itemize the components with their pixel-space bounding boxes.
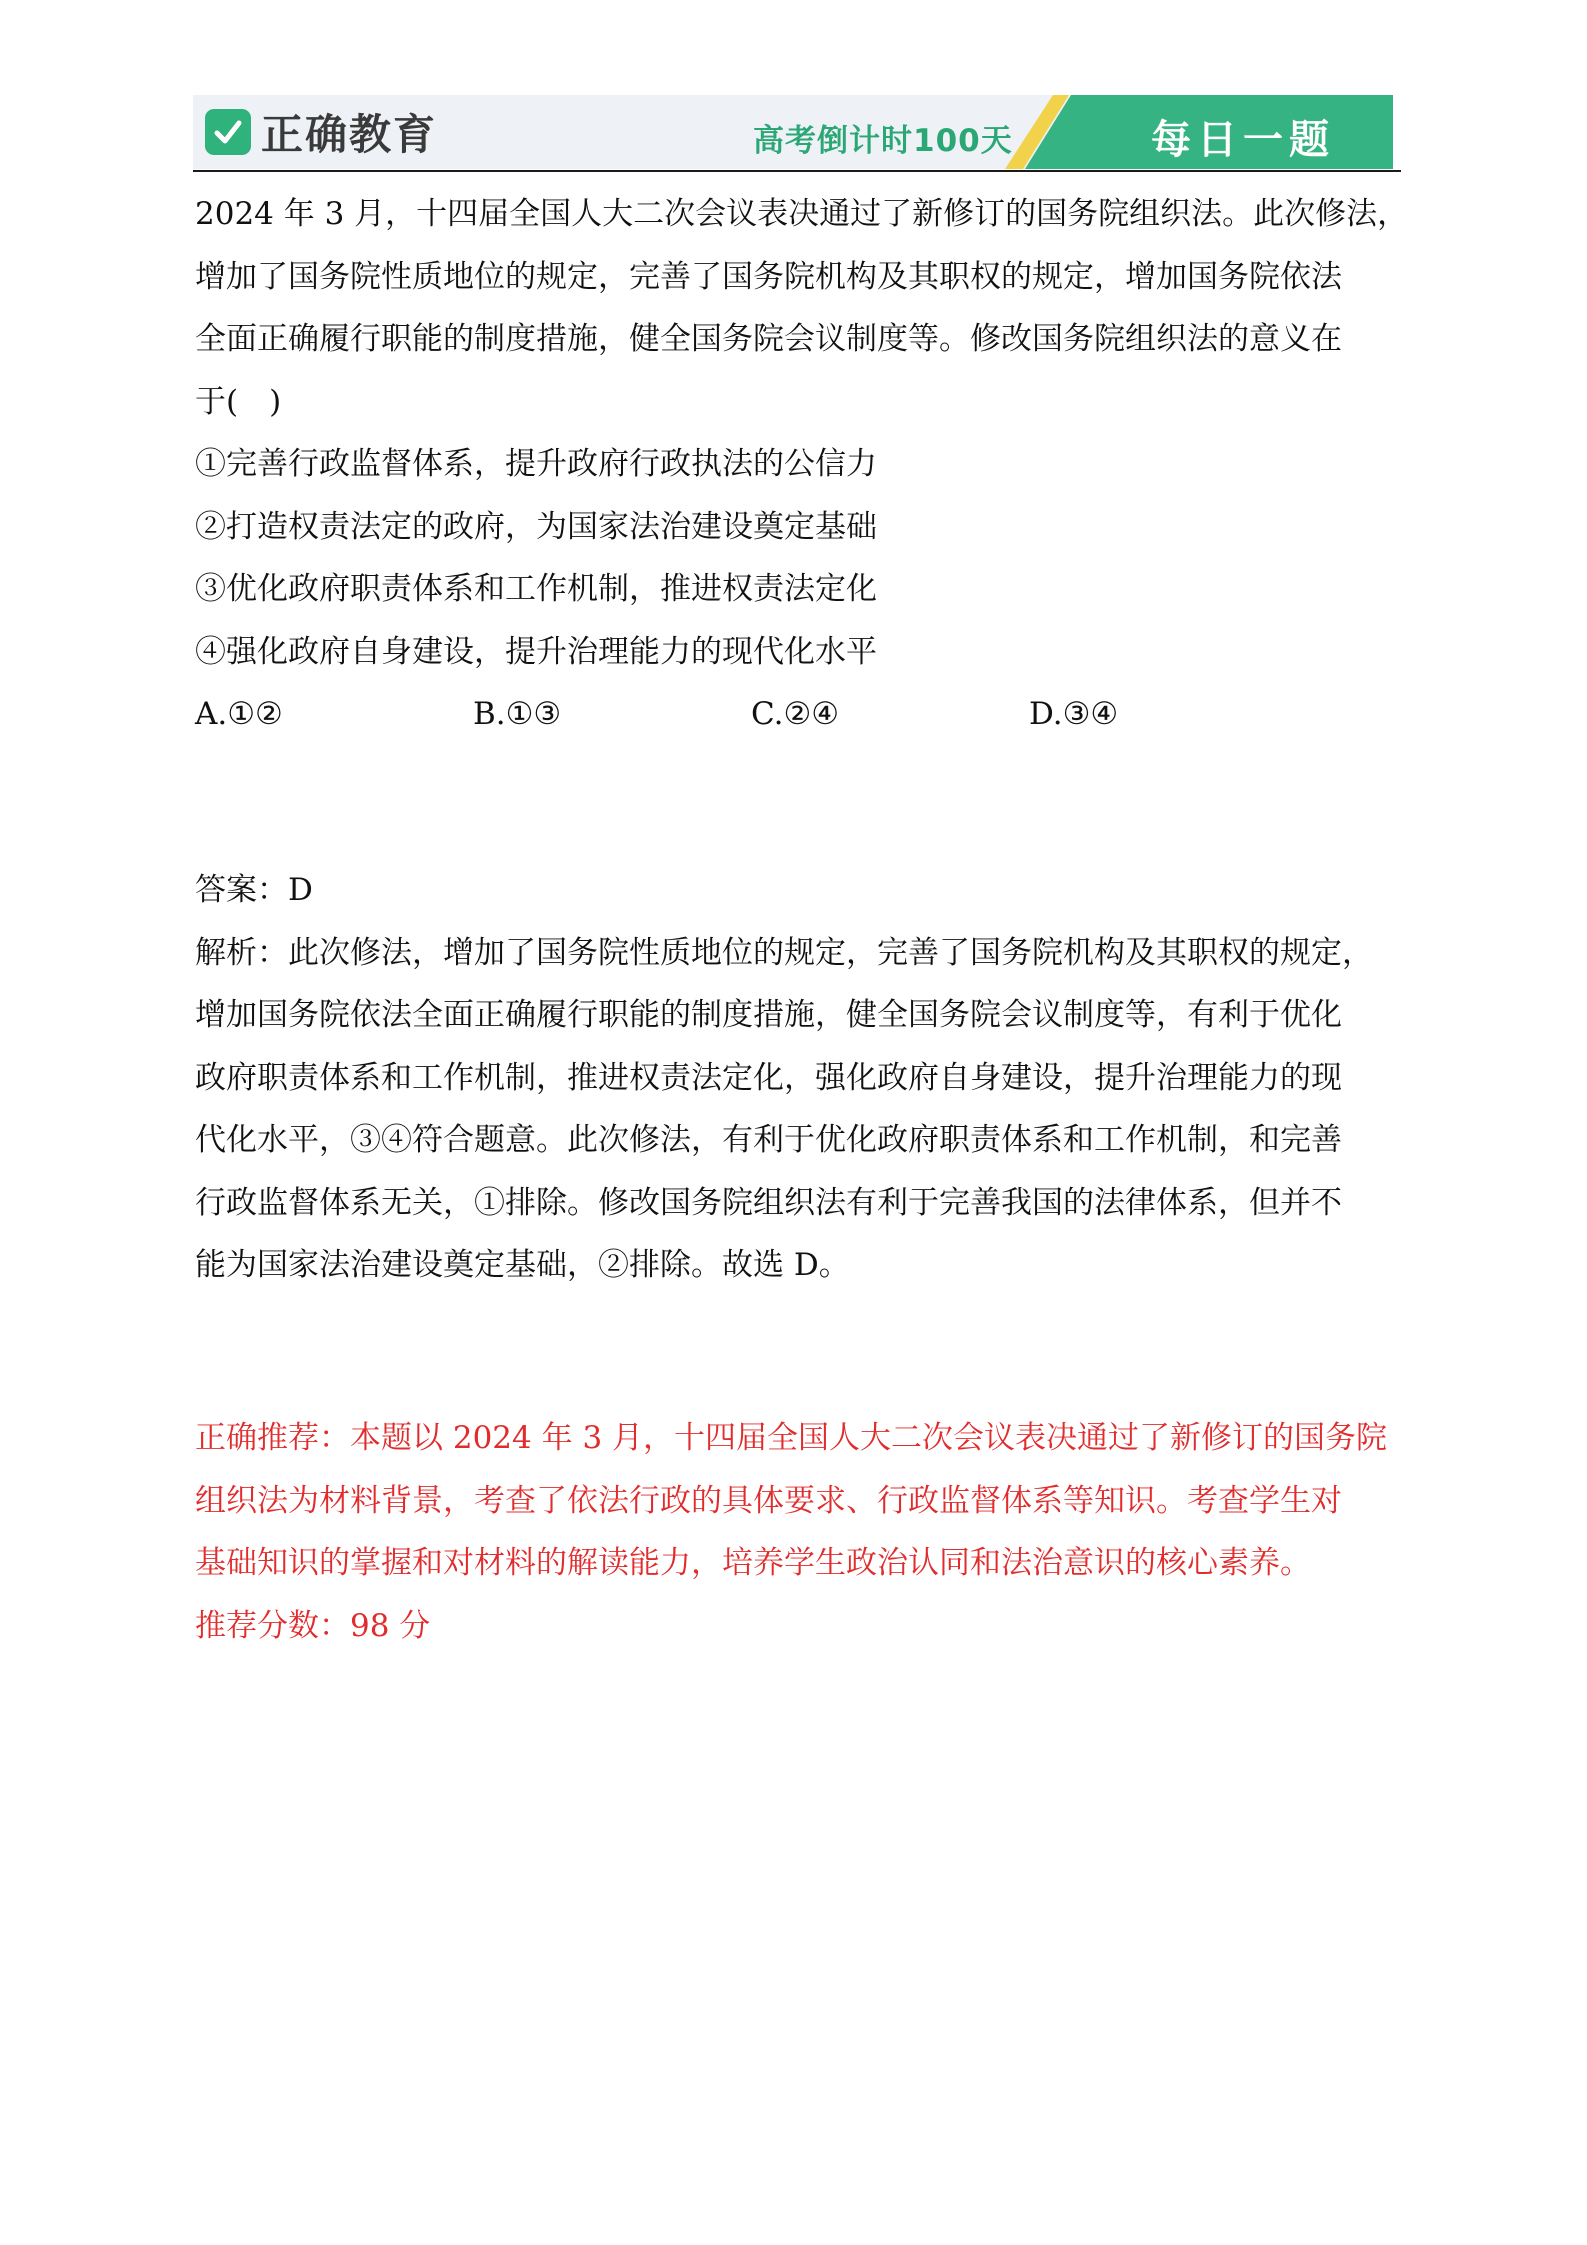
checkmark-icon — [205, 109, 251, 155]
question-block — [195, 183, 1425, 746]
brand-logo — [205, 106, 437, 158]
recommendation-line: 基础知识的掌握和对材料的解读能力，培养学生政治认同和法治意识的核心素养。 — [195, 1545, 1311, 1581]
answer-line: 答案：D — [195, 872, 313, 908]
question-stem-line: 全面正确履行职能的制度措施，健全国务院会议制度等。修改国务院组织法的意义在 — [195, 321, 1342, 357]
analysis-line: 行政监督体系无关，①排除。修改国务院组织法有利于完善我国的法律体系，但并不 — [195, 1184, 1342, 1221]
statement-3: ③优化政府职责体系和工作机制，推进权责法定化 — [195, 571, 877, 607]
answer-options — [195, 683, 1425, 746]
analysis-line: 增加国务院依法全面正确履行职能的制度措施，健全国务院会议制度等，有利于优化 — [195, 997, 1342, 1033]
question-stem-line: 增加了国务院性质地位的规定，完善了国务院机构及其职权的规定，增加国务院依法 — [195, 258, 1342, 295]
analysis-line: 能为国家法治建设奠定基础，②排除。故选 D。 — [195, 1247, 850, 1283]
option-a: A.①② — [195, 696, 283, 732]
header-banner — [193, 95, 1393, 169]
statement-4: ④强化政府自身建设，提升治理能力的现代化水平 — [195, 633, 877, 670]
brand-name: 正确教育 — [261, 110, 438, 159]
question-stem-line: 于( ) — [195, 383, 282, 420]
answer-block — [195, 859, 1425, 1297]
recommendation-line: 正确推荐：本题以 2024 年 3 月，十四届全国人大二次会议表决通过了新修订的国务院 — [195, 1420, 1388, 1456]
recommendation-block — [195, 1407, 1425, 1657]
option-d: D.③④ — [1029, 696, 1119, 732]
recommendation-line: 组织法为材料背景，考查了依法行政的具体要求、行政监督体系等知识。考查学生对 — [195, 1482, 1342, 1519]
countdown-label: 高考倒计时100天 — [753, 123, 1013, 159]
header-divider — [193, 170, 1401, 172]
statement-1: ①完善行政监督体系，提升政府行政执法的公信力 — [195, 446, 877, 482]
question-stem-line: 2024 年 3 月，十四届全国人大二次会议表决通过了新修订的国务院组织法。此次修法， — [195, 196, 1409, 232]
option-b: B.①③ — [473, 696, 562, 732]
statement-2: ②打造权责法定的政府，为国家法治建设奠定基础 — [195, 508, 877, 545]
analysis-line: 代化水平，③④符合题意。此次修法，有利于优化政府职责体系和工作机制，和完善 — [195, 1122, 1342, 1158]
option-c: C.②④ — [751, 696, 840, 732]
recommendation-score: 推荐分数：98 分 — [195, 1607, 431, 1644]
analysis-line: 政府职责体系和工作机制，推进权责法定化，强化政府自身建设，提升治理能力的现 — [195, 1059, 1342, 1096]
daily-question-label: 每日一题 — [1151, 117, 1335, 163]
analysis-line: 解析：此次修法，增加了国务院性质地位的规定，完善了国务院机构及其职权的规定， — [195, 934, 1373, 971]
